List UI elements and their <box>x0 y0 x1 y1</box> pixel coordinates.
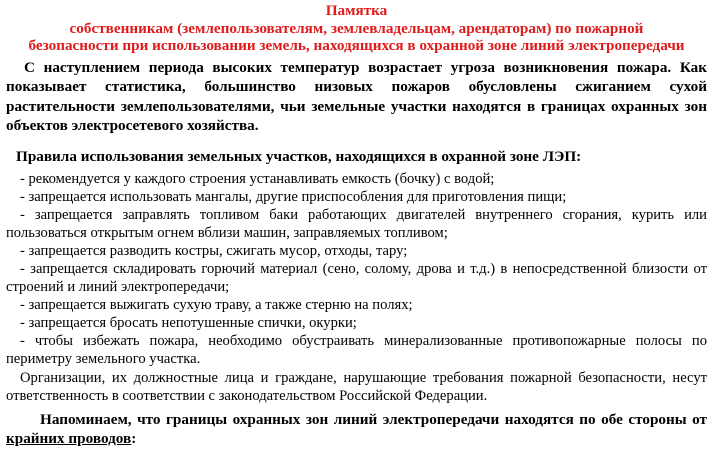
rules-heading: Правила использования земельных участков, находящихся в охранной зоне ЛЭП: <box>16 147 582 165</box>
reminder-paragraph <box>6 410 707 448</box>
intro-paragraph: С наступлением периода высоких температур возрастает угроза возникновения пожара. Как показывает статистика, большинство низовых пожаров обусловлены сжиганием сухой растительности землепользователями, чьи земельные участки находятся в границах охранных зон объектов электросетевого хозяйства. <box>6 58 707 134</box>
rule-item: - чтобы избежать пожара, необходимо обустраивать минерализованные противопожарные полосы по периметру земельного участка. <box>6 333 707 368</box>
rules-list <box>6 170 707 369</box>
reminder-end: : <box>131 429 137 447</box>
rule-item: - запрещается бросать непотушенные спички, окурки; <box>20 315 357 332</box>
rule-item: - запрещается выжигать сухую траву, а также стерню на полях; <box>20 297 413 314</box>
memo-title-heading: Памятка <box>325 2 388 19</box>
rule-item: - рекомендуется у каждого строения устанавливать емкость (бочку) с водой; <box>20 170 495 187</box>
rule-item: - запрещается складировать горючий материал (сено, солому, дрова и т.д.) в непосредственной близости от строений и линий электропередачи; <box>6 260 707 296</box>
reminder-text: Напоминаем, что границы охранных зон линий электропередачи находятся по обе стороны от <box>40 410 707 428</box>
memo-title <box>6 2 707 55</box>
memo-title-line-3: безопасности при использовании земель, находящихся в охранной зоне линий электропередачи <box>28 37 685 54</box>
memo-title-line-2: собственникам (землепользователям, землевладельцам, арендаторам) по пожарной <box>69 19 644 37</box>
rule-item: - запрещается заправлять топливом баки работающих двигателей внутреннего сгорания, курить или пользоваться открытым огнем вблизи машин, заправляемых топливом; <box>6 206 707 241</box>
rule-item: - запрещается разводить костры, сжигать мусор, отходы, тару; <box>20 242 408 259</box>
responsibility-paragraph: Организации, их должностные лица и граждане, нарушающие требования пожарной безопасности, несут ответственность в соответствии с законодательством Российской Федерации. <box>6 369 707 404</box>
rule-item: - запрещается использовать мангалы, другие приспособления для приготовления пищи; <box>20 188 567 205</box>
reminder-underlined-text: крайних проводов <box>6 429 132 447</box>
